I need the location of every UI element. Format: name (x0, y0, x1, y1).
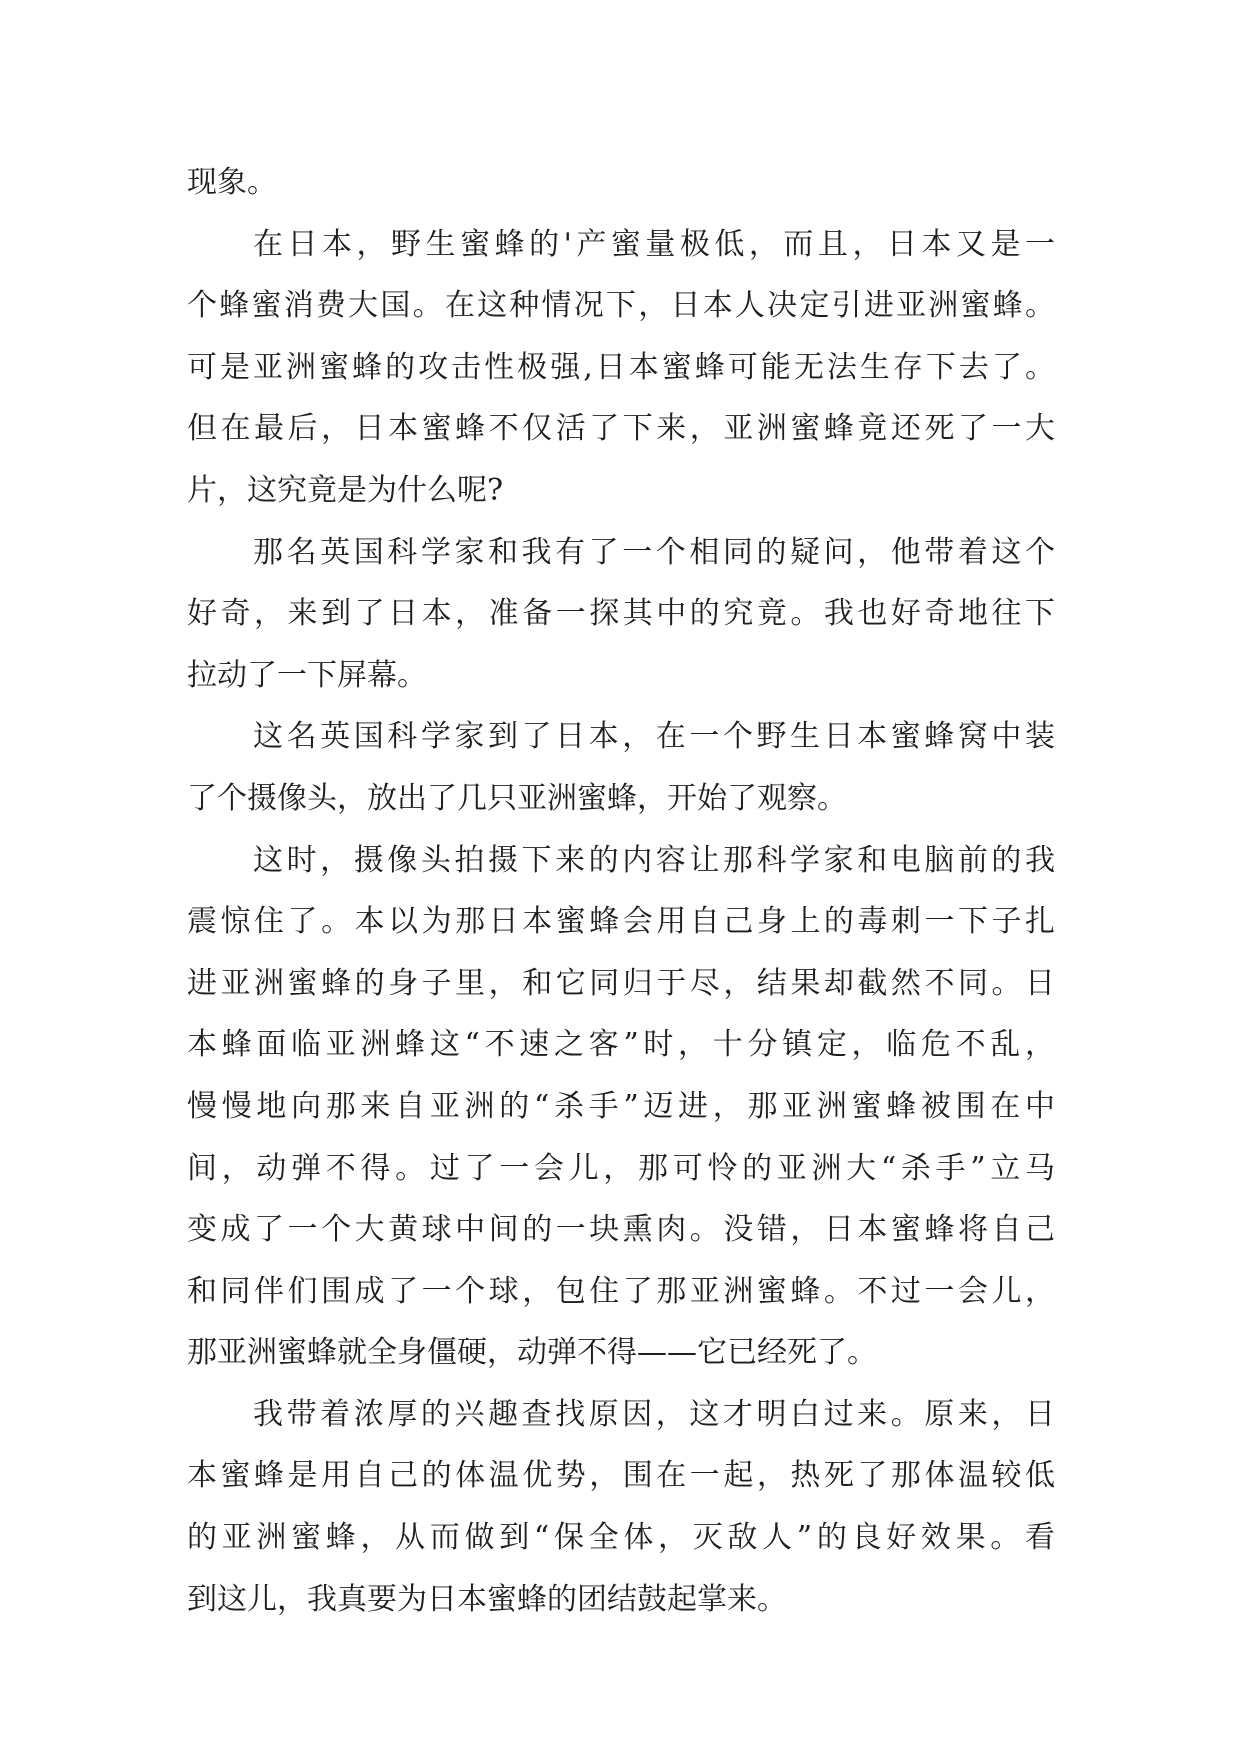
text-line: 进亚洲蜜蜂的身子里，和它同归于尽，结果却截然不同。日 (187, 965, 1055, 1001)
text-line: 慢慢地向那来自亚洲的“杀手”迈进，那亚洲蜜蜂被围在中 (187, 1088, 1055, 1124)
paragraph-2 (187, 214, 1055, 522)
text-line: 了个摄像头，放出了几只亚洲蜜蜂，开始了观察。 (187, 780, 847, 816)
text-line: 震惊住了。本以为那日本蜜蜂会用自己身上的毒刺一下子扎 (187, 904, 1055, 940)
text-line: 个蜂蜜消费大国。在这种情况下，日本人决定引进亚洲蜜蜂。 (187, 288, 1055, 324)
text-line: 变成了一个大黄球中间的一块熏肉。没错，日本蜜蜂将自己 (187, 1212, 1055, 1248)
text-line: 那亚洲蜜蜂就全身僵硬，动弹不得——它已经死了。 (187, 1335, 877, 1371)
paragraph-5 (187, 830, 1055, 1384)
paragraph-6 (187, 1384, 1055, 1630)
text-line: 现象。 (187, 165, 277, 200)
text-line: 本蜜蜂是用自己的体温优势，围在一起，热死了那体温较低 (187, 1458, 1055, 1494)
text-line: 这名英国科学家到了日本，在一个野生日本蜜蜂窝中装 (253, 719, 1055, 755)
text-line: 那名英国科学家和我有了一个相同的疑问，他带着这个 (253, 534, 1055, 570)
text-line: 的亚洲蜜蜂，从而做到“保全体，灭敌人”的良好效果。看 (187, 1520, 1055, 1556)
text-line: 在日本，野生蜜蜂的'产蜜量极低，而且，日本又是一 (253, 226, 1055, 262)
body-text (187, 152, 1055, 1630)
text-line: 间，动弹不得。过了一会儿，那可怜的亚洲大“杀手”立马 (187, 1150, 1055, 1186)
text-line: 片，这究竟是为什么呢? (187, 472, 504, 508)
text-line: 拉动了一下屏幕。 (187, 657, 427, 693)
text-line: 可是亚洲蜜蜂的攻击性极强,日本蜜蜂可能无法生存下去了。 (187, 349, 1055, 385)
text-line: 本蜂面临亚洲蜂这“不速之客”时，十分镇定，临危不乱， (187, 1027, 1055, 1063)
text-line: 我带着浓厚的兴趣查找原因，这才明白过来。原来，日 (253, 1396, 1055, 1432)
text-line: 和同伴们围成了一个球，包住了那亚洲蜜蜂。不过一会儿， (187, 1273, 1055, 1309)
paragraph-1 (187, 152, 1055, 214)
text-line: 这时，摄像头拍摄下来的内容让那科学家和电脑前的我 (253, 842, 1055, 878)
paragraph-3 (187, 522, 1055, 707)
text-line: 到这儿，我真要为日本蜜蜂的团结鼓起掌来。 (187, 1581, 787, 1617)
text-line: 好奇，来到了日本，准备一探其中的究竟。我也好奇地往下 (187, 596, 1055, 632)
text-line: 但在最后，日本蜜蜂不仅活了下来，亚洲蜜蜂竟还死了一大 (187, 411, 1055, 447)
paragraph-4 (187, 706, 1055, 829)
